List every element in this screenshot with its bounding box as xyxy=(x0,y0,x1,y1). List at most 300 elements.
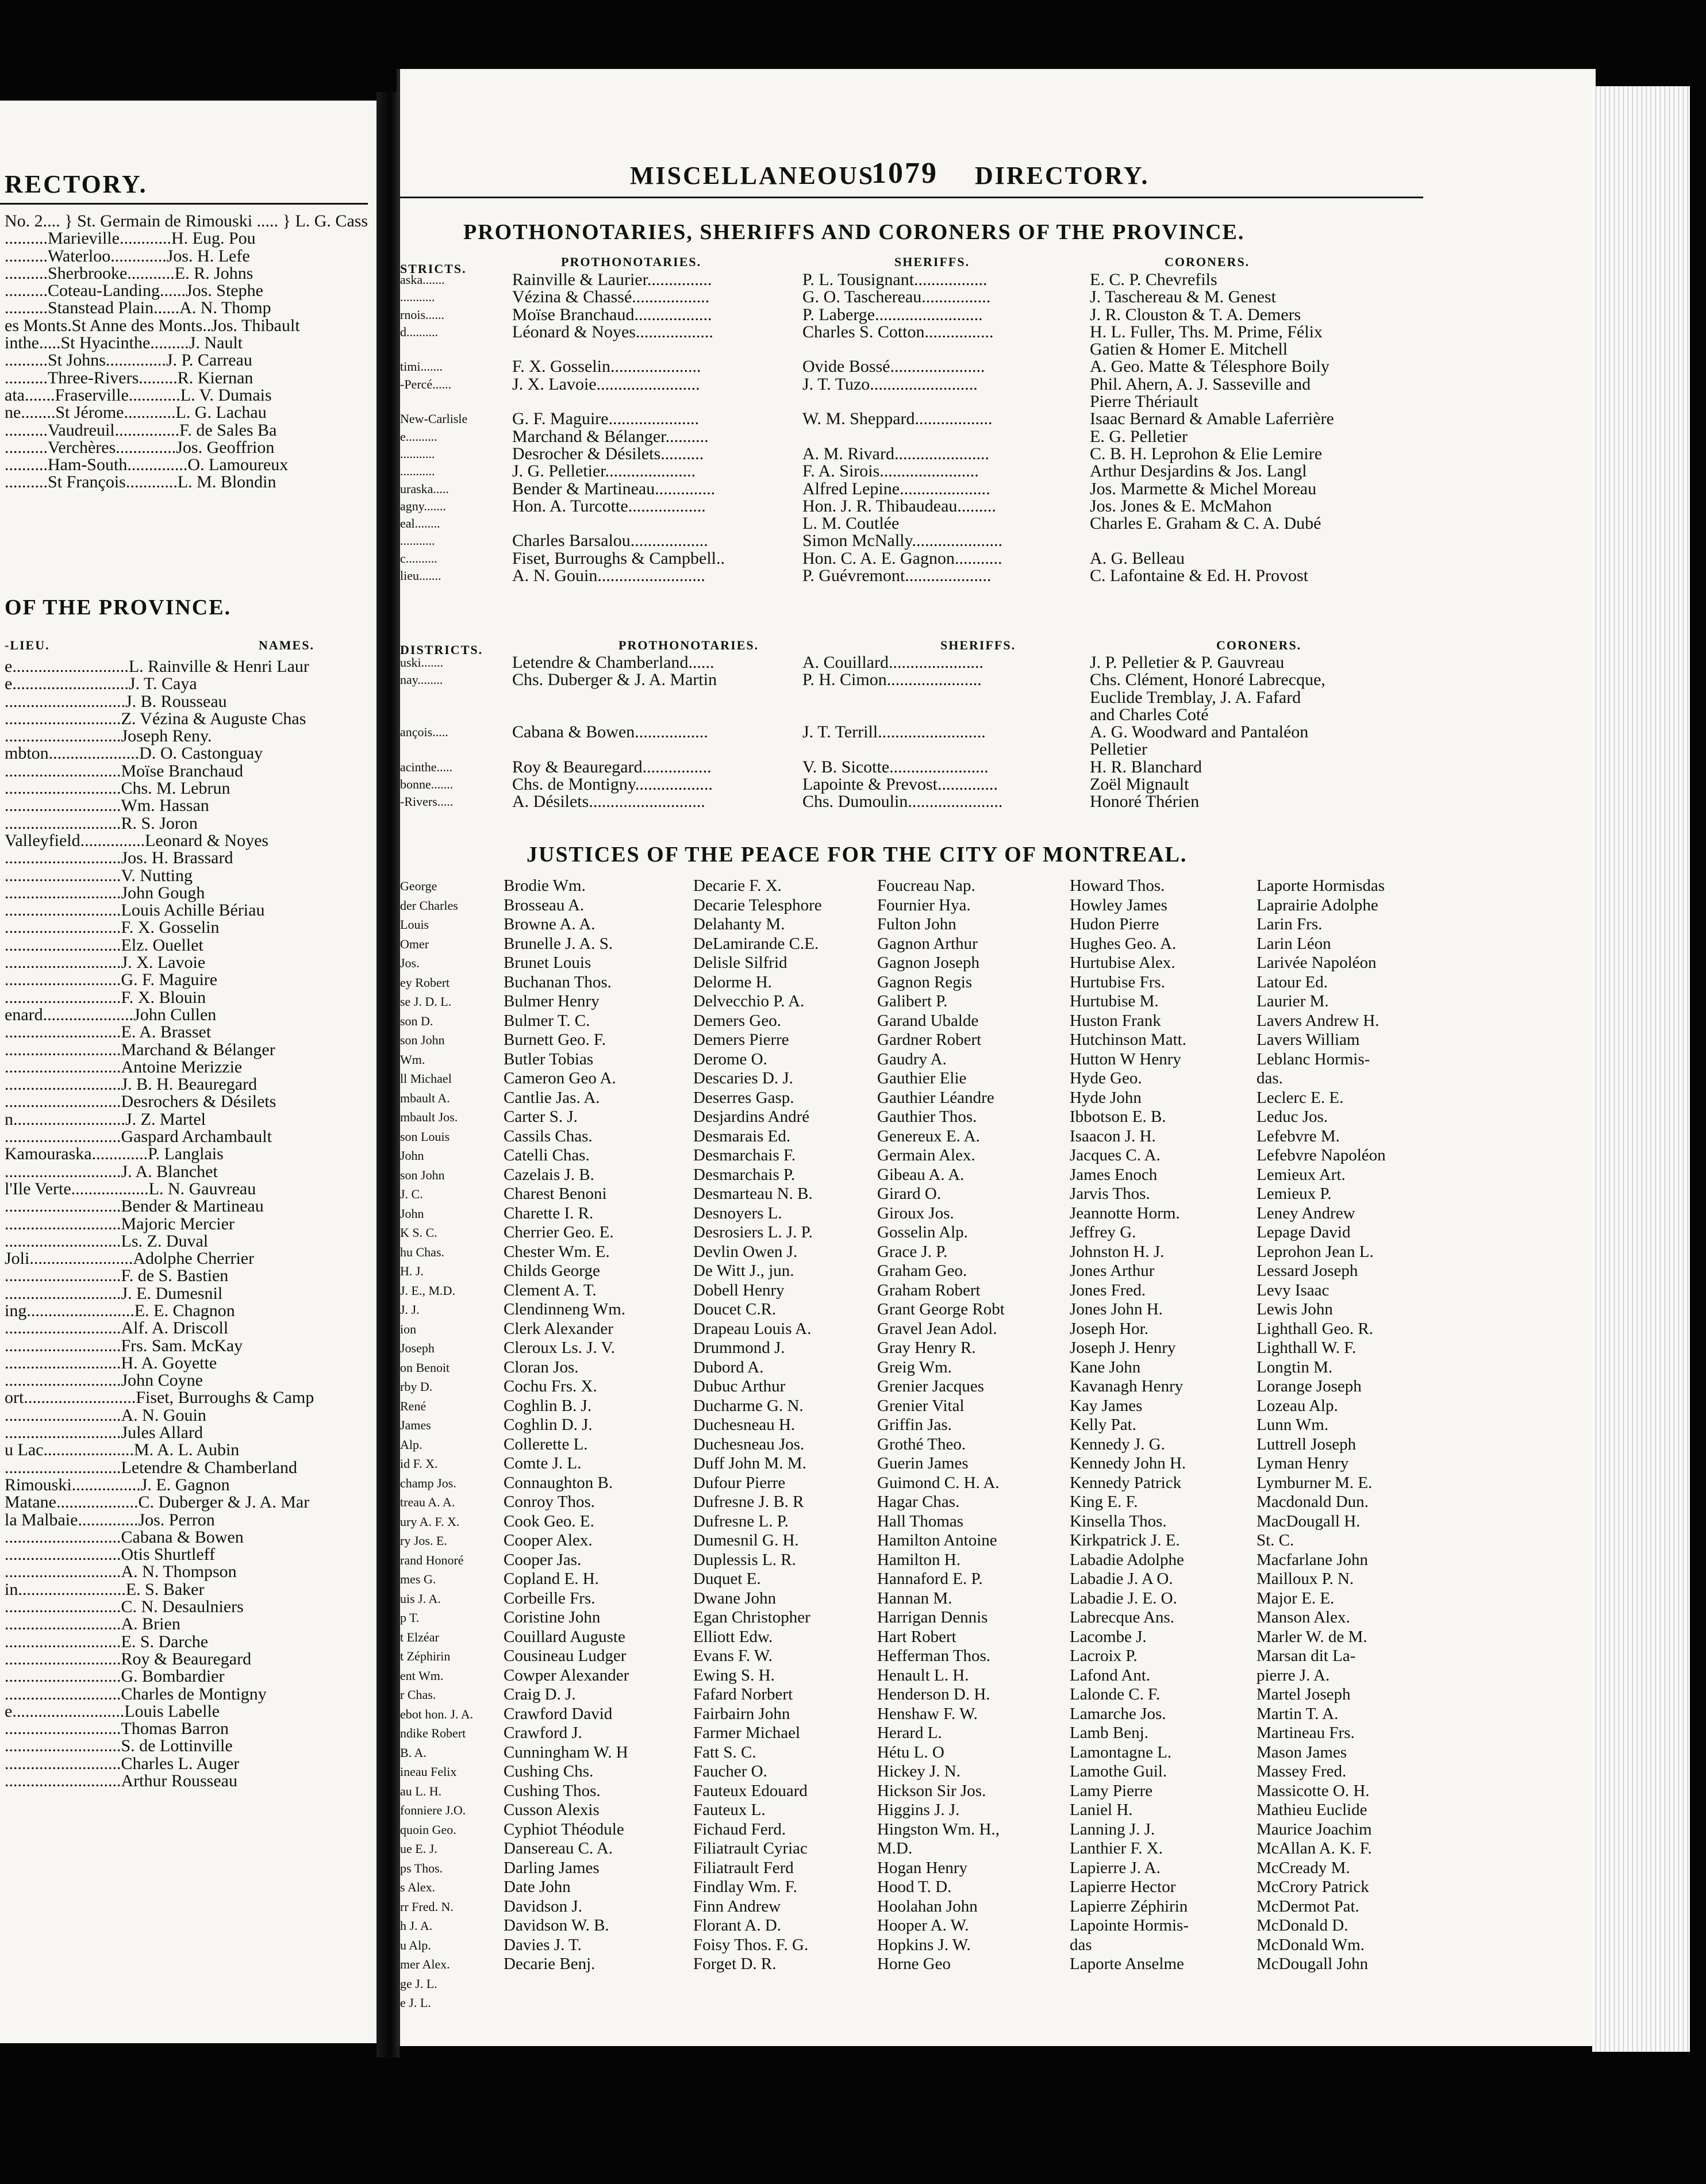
prothonotary-cell: Roy & Beauregard................ xyxy=(512,757,712,776)
justice-name: Lapointe Hormis- xyxy=(1070,1916,1189,1935)
justice-name: Hannan M. xyxy=(877,1589,952,1608)
justice-name: Brodie Wm. xyxy=(504,876,586,895)
justice-name: Desjardins André xyxy=(693,1108,810,1126)
prothonotary-cell: J. X. Lavoie........................ xyxy=(512,374,700,394)
justice-name: Harrigan Dennis xyxy=(877,1608,988,1627)
left-lower-line: ...........................A. N. Thompson xyxy=(5,1562,237,1582)
sheriff-cell: J. T. Terrill......................... xyxy=(802,722,986,742)
left-lower-line: Rimouski................J. E. Gagnon xyxy=(5,1475,230,1494)
prothonotary-cell: Léonard & Noyes.................. xyxy=(512,322,713,341)
justice-name: Henault L. H. xyxy=(877,1666,969,1685)
justice-name: Cochu Frs. X. xyxy=(504,1377,597,1395)
prothonotary-cell: Vézina & Chassé.................. xyxy=(512,287,710,307)
justice-name: Grenier Jacques xyxy=(877,1377,984,1395)
district-cell: agny....... xyxy=(400,498,446,513)
prothonotary-cell: Cabana & Bowen................. xyxy=(512,722,708,742)
justice-name: Fatt S. C. xyxy=(693,1743,756,1762)
justice-name: ndike Robert xyxy=(400,1726,466,1740)
justice-name: Hogan Henry xyxy=(877,1858,968,1877)
justice-name: Gauthier Elie xyxy=(877,1069,967,1087)
justice-name: Joseph Hor. xyxy=(1070,1319,1148,1338)
justice-name: Fulton John xyxy=(877,915,956,933)
justice-name: Carter S. J. xyxy=(504,1108,578,1126)
justice-name: Hudon Pierre xyxy=(1070,915,1159,933)
left-upper-line: ..........Stanstead Plain......A. N. Thomp xyxy=(5,298,271,318)
justice-name: Cleroux Ls. J. V. xyxy=(504,1339,615,1357)
left-lower-line: ...........................Elz. Ouellet xyxy=(5,935,203,955)
district-cell: bonne....... xyxy=(400,777,454,792)
justice-name: Gagnon Regis xyxy=(877,972,973,991)
prothonotary-cell: J. G. Pelletier..................... xyxy=(512,462,696,481)
prothonotary-cell: Rainville & Laurier............... xyxy=(512,270,712,289)
justice-name: Burnett Geo. F. xyxy=(504,1031,606,1049)
justice-name: Lefebvre Napoléon xyxy=(1257,1146,1386,1164)
justice-name: Latour Ed. xyxy=(1257,972,1328,991)
justice-name: Grant George Robt xyxy=(877,1300,1005,1318)
coroner-cell: Arthur Desjardins & Jos. Langl xyxy=(1090,462,1307,481)
page-edges xyxy=(1592,86,1690,2052)
justice-name: son Louis xyxy=(400,1129,450,1144)
officers-row xyxy=(400,341,1412,358)
justice-name: McDonald D. xyxy=(1257,1916,1348,1935)
left-lower-line: l'Ile Verte..................L. N. Gauvreau xyxy=(5,1179,256,1198)
justice-name: Isaacon J. H. xyxy=(1070,1126,1156,1145)
district-cell: -Rivers..... xyxy=(400,794,454,809)
justice-name: Marsan dit La- xyxy=(1257,1647,1356,1665)
justice-name: Higgins J. J. xyxy=(877,1801,960,1819)
justice-name: Cassils Chas. xyxy=(504,1126,593,1145)
left-lower-line: n..........................J. Z. Martel xyxy=(5,1109,206,1129)
justice-name: Jarvis Thos. xyxy=(1070,1185,1150,1203)
district-cell: ........... xyxy=(400,464,435,479)
left-lower-line: ...........................Alf. A. Driscoll xyxy=(5,1318,229,1338)
left-lower-line: ...........................C. N. Desaulniers xyxy=(5,1597,244,1617)
justice-name: das xyxy=(1070,1935,1092,1954)
justice-name: Brosseau A. xyxy=(504,895,585,914)
justice-name: uis J. A. xyxy=(400,1591,441,1606)
justice-name: Hickson Sir Jos. xyxy=(877,1781,986,1800)
justice-name: Kennedy John H. xyxy=(1070,1454,1186,1472)
justice-name: Lighthall Geo. R. xyxy=(1257,1319,1373,1338)
left-lower-line: ...........................Jules Allard xyxy=(5,1423,203,1443)
left-section-title: OF THE PROVINCE. xyxy=(5,595,232,620)
justice-name: Delahanty M. xyxy=(693,915,785,933)
justice-name: Larin Léon xyxy=(1257,934,1331,953)
justice-name: Duplessis L. R. xyxy=(693,1550,796,1569)
justice-name: Lemieux Art. xyxy=(1257,1165,1346,1184)
justice-name: ey Robert xyxy=(400,975,450,990)
left-lower-line: ...........................H. A. Goyette xyxy=(5,1353,217,1372)
justice-name: Lapierre Hector xyxy=(1070,1878,1176,1896)
justice-name: Brunet Louis xyxy=(504,953,591,972)
prothonotary-cell: Marchand & Bélanger.......... xyxy=(512,426,709,446)
left-upper-line: ..........Vaudreuil...............F. de Sales Ba xyxy=(5,420,277,440)
justice-name: Mason James xyxy=(1257,1743,1347,1762)
justice-name: McAllan A. K. F. xyxy=(1257,1839,1372,1858)
justice-name: Hamilton H. xyxy=(877,1550,960,1569)
justice-name: Manson Alex. xyxy=(1257,1608,1350,1627)
justice-name: rand Honoré xyxy=(400,1552,464,1567)
sheriff-cell: Hon. C. A. E. Gagnon........... xyxy=(802,548,1002,568)
running-head-right: DIRECTORY. xyxy=(975,162,1150,190)
justice-name: Fafard Norbert xyxy=(693,1685,793,1704)
justice-name: Drapeau Louis A. xyxy=(693,1319,812,1338)
officers-row xyxy=(400,532,1412,549)
justice-name: H. J. xyxy=(400,1264,424,1278)
justice-name: McCrory Patrick xyxy=(1257,1878,1369,1896)
justice-name: Louis xyxy=(400,917,429,932)
justice-name: Hyde John xyxy=(1070,1088,1142,1107)
coroner-cell: Jos. Jones & E. McMahon xyxy=(1090,496,1272,516)
justice-name: Duchesneau H. xyxy=(693,1416,796,1434)
justice-name: Hamilton Antoine xyxy=(877,1531,997,1549)
officers-row xyxy=(400,724,1412,741)
justice-name: Kay James xyxy=(1070,1396,1143,1415)
justice-name: Joseph J. Henry xyxy=(1070,1339,1176,1357)
justice-name: pierre J. A. xyxy=(1257,1666,1330,1685)
justice-name: Jos. xyxy=(400,956,420,970)
officers-row xyxy=(400,498,1412,515)
left-lower-line: ...........................J. A. Blanchet xyxy=(5,1162,218,1181)
left-upper-line: No. 2.... } St. Germain de Rimouski ..... } L. G. Cass xyxy=(5,212,368,230)
justice-name: Filiatrault Ferd xyxy=(693,1858,794,1877)
justice-name: Lemieux P. xyxy=(1257,1185,1332,1203)
officers-row xyxy=(400,515,1412,532)
coroner-cell: H. R. Blanchard xyxy=(1090,757,1202,776)
justice-name: Ibbotson E. B. xyxy=(1070,1108,1166,1126)
justice-name: Kavanagh Henry xyxy=(1070,1377,1184,1395)
sheriff-cell: P. Guévremont.................... xyxy=(802,566,992,586)
sheriff-cell: Lapointe & Prevost.............. xyxy=(802,775,998,794)
justice-name: M.D. xyxy=(877,1839,913,1858)
justice-name: Henshaw F. W. xyxy=(877,1704,978,1723)
justice-name: Joseph xyxy=(400,1341,435,1355)
justice-name: Leclerc E. E. xyxy=(1257,1088,1344,1107)
left-lower-line: ...........................F. X. Blouin xyxy=(5,987,206,1007)
justice-name: McDougall John xyxy=(1257,1955,1369,1973)
left-running-head: RECTORY. xyxy=(5,170,148,198)
justice-name: Mailloux P. N. xyxy=(1257,1570,1354,1588)
district-cell: d.......... xyxy=(400,324,438,339)
justice-name: der Charles xyxy=(400,898,458,913)
officers-row xyxy=(400,706,1412,724)
left-lower-line: ...........................F. de S. Bastien xyxy=(5,1266,229,1286)
justice-name: Labadie J. E. O. xyxy=(1070,1589,1177,1608)
justice-name: Grace J. P. xyxy=(877,1242,948,1261)
prothonotary-cell: Hon. A. Turcotte.................. xyxy=(512,496,706,516)
district-cell: c.......... xyxy=(400,551,437,566)
justice-name: Garand Ubalde xyxy=(877,1011,979,1030)
justice-name: Coghlin B. J. xyxy=(504,1396,592,1415)
justice-name: Craig D. J. xyxy=(504,1685,576,1704)
left-lower-line: ...........................John Coyne xyxy=(5,1371,203,1390)
justice-name: Hefferman Thos. xyxy=(877,1647,991,1665)
justice-name: Laprairie Adolphe xyxy=(1257,895,1378,914)
justice-name: r Chas. xyxy=(400,1687,436,1702)
sheriff-cell: Charles S. Cotton................ xyxy=(802,322,994,341)
left-lower-line: u Lac.....................M. A. L. Aubin xyxy=(5,1440,240,1460)
left-upper-line: ..........Waterloo.............Jos. H. Lefe xyxy=(5,246,250,266)
officers-row xyxy=(400,776,1412,793)
justice-name: Macdonald Dun. xyxy=(1257,1493,1369,1511)
justice-name: Doucet C.R. xyxy=(693,1300,777,1318)
justice-name: Lacroix P. xyxy=(1070,1647,1138,1665)
justices-column-1 xyxy=(504,876,629,1974)
officers-row xyxy=(400,759,1412,776)
justices-column-4 xyxy=(1070,876,1189,1974)
coroner-cell: Chs. Clément, Honoré Labrecque, xyxy=(1090,670,1325,690)
left-upper-line: ..........Ham-South..............O. Lamoureux xyxy=(5,455,289,475)
justice-name: Gosselin Alp. xyxy=(877,1223,968,1241)
justice-name: Laporte Anselme xyxy=(1070,1955,1184,1973)
justice-name: Kane John xyxy=(1070,1358,1141,1376)
coroner-cell: H. L. Fuller, Ths. M. Prime, Félix xyxy=(1090,322,1323,341)
coroner-cell: Gatien & Homer E. Mitchell xyxy=(1090,340,1288,359)
officers-row xyxy=(400,393,1412,410)
left-lower-line: e...........................L. Rainville & Henri Laur xyxy=(5,657,309,676)
justice-name: Cyphiot Théodule xyxy=(504,1820,624,1839)
justices-column-0 xyxy=(400,876,486,2013)
districts-colhead-2: DISTRICTS. xyxy=(400,643,483,657)
justice-name: Duchesneau Jos. xyxy=(693,1435,805,1454)
justice-name: au L. H. xyxy=(400,1783,442,1798)
justice-name: Cazelais J. B. xyxy=(504,1165,594,1184)
justice-name: Brunelle J. A. S. xyxy=(504,934,613,953)
justice-name: son D. xyxy=(400,1013,433,1028)
left-lower-line: ...........................Antoine Merizzie xyxy=(5,1057,243,1076)
justice-name: on Benoit xyxy=(400,1360,450,1375)
justice-name: St. C. xyxy=(1257,1531,1294,1549)
justice-name: Lavers William xyxy=(1257,1031,1360,1049)
sheriff-cell: L. M. Coutlée xyxy=(802,514,900,533)
prothonotary-cell: Chs. de Montigny.................. xyxy=(512,775,713,794)
justice-name: Horne Geo xyxy=(877,1955,951,1973)
justice-name: Elliott Edw. xyxy=(693,1627,773,1646)
justice-name: Farmer Michael xyxy=(693,1724,801,1742)
left-lower-line: ...........................Gaspard Archambault xyxy=(5,1127,272,1147)
officers-table-1 xyxy=(400,271,1412,585)
justice-name: Delisle Silfrid xyxy=(693,953,787,972)
justice-name: René xyxy=(400,1398,427,1413)
justice-name: Labadie Adolphe xyxy=(1070,1550,1184,1569)
coroner-cell: Pelletier xyxy=(1090,740,1147,759)
justice-name: Laniel H. xyxy=(1070,1801,1133,1819)
prothonotaries-colhead: PROTHONOTARIES. xyxy=(561,255,702,269)
header-rule xyxy=(400,197,1423,198)
justice-name: Gaudry A. xyxy=(877,1049,947,1068)
sheriff-cell: Simon McNally..................... xyxy=(802,531,1003,551)
justice-name: Coghlin D. J. xyxy=(504,1416,593,1434)
justice-name: Macfarlane John xyxy=(1257,1550,1369,1569)
sheriff-cell: J. T. Tuzo......................... xyxy=(802,374,978,394)
left-lower-line: ...........................Otis Shurtleff xyxy=(5,1545,216,1564)
left-upper-line: ..........Coteau-Landing......Jos. Stephe xyxy=(5,281,263,301)
left-upper-line: ..........St François............L. M. Blondin xyxy=(5,472,276,492)
coroner-cell: Euclide Tremblay, J. A. Fafard xyxy=(1090,687,1301,707)
prothonotary-cell: F. X. Gosselin..................... xyxy=(512,357,701,376)
justice-name: ebot hon. J. A. xyxy=(400,1706,474,1721)
justice-name: Hart Robert xyxy=(877,1627,956,1646)
justice-name: Hagar Chas. xyxy=(877,1493,960,1511)
justice-name: Hopkins J. W. xyxy=(877,1935,971,1954)
left-page xyxy=(0,101,376,2043)
justice-name: Hutchinson Matt. xyxy=(1070,1031,1186,1049)
justice-name: Kirkpatrick J. E. xyxy=(1070,1531,1180,1549)
justice-name: Lewis John xyxy=(1257,1300,1333,1318)
justice-name: Faucher O. xyxy=(693,1762,767,1781)
justice-name: Huston Frank xyxy=(1070,1011,1161,1030)
justice-name: Guerin James xyxy=(877,1454,969,1472)
district-cell: nay........ xyxy=(400,672,443,687)
coroner-cell: Honoré Thérien xyxy=(1090,792,1200,812)
justice-name: Lavers Andrew H. xyxy=(1257,1011,1380,1030)
justice-name: Evans F. W. xyxy=(693,1647,773,1665)
left-lower-line: ...........................A. Brien xyxy=(5,1614,180,1634)
justice-name: ll Michael xyxy=(400,1071,452,1086)
left-lower-line: ...........................Arthur Rousseau xyxy=(5,1771,237,1790)
justice-name: Darling James xyxy=(504,1858,600,1877)
justice-name: Leblanc Hormis- xyxy=(1257,1049,1370,1068)
justice-name: Lessard Joseph xyxy=(1257,1262,1358,1280)
justice-name: Desmarchais F. xyxy=(693,1146,796,1164)
justice-name: Hoolahan John xyxy=(877,1897,978,1916)
left-lower-line: ...........................Roy & Beauregard xyxy=(5,1649,252,1668)
officers-row xyxy=(400,376,1412,393)
justice-name: Kennedy Patrick xyxy=(1070,1473,1182,1492)
justice-name: s Alex. xyxy=(400,1880,436,1894)
coroner-cell: J. R. Clouston & T. A. Demers xyxy=(1090,305,1301,324)
justice-name: John xyxy=(400,1148,424,1163)
justice-name: Childs George xyxy=(504,1262,600,1280)
justice-name: Hurtubise Frs. xyxy=(1070,972,1165,991)
district-cell: eal........ xyxy=(400,516,440,531)
justice-name: Connaughton B. xyxy=(504,1473,613,1492)
justice-name: Coristine John xyxy=(504,1608,601,1627)
coroner-cell: Phil. Ahern, A. J. Sasseville and xyxy=(1090,374,1311,394)
justice-name: Graham Robert xyxy=(877,1281,981,1299)
sheriff-cell: F. A. Sirois....................... xyxy=(802,462,979,481)
left-lower-line: ...........................Marchand & Bélanger xyxy=(5,1040,275,1059)
justice-name: Gauthier Thos. xyxy=(877,1108,977,1126)
justice-name: Hétu L. O xyxy=(877,1743,944,1762)
justice-name: Conroy Thos. xyxy=(504,1493,595,1511)
justice-name: son John xyxy=(400,1033,445,1047)
justice-name: King E. F. xyxy=(1070,1493,1138,1511)
justice-name: Gravel Jean Adol. xyxy=(877,1319,997,1338)
left-lower-line: ...........................R. S. Joron xyxy=(5,813,198,833)
justice-name: Jones John H. xyxy=(1070,1300,1163,1318)
justice-name: Leney Andrew xyxy=(1257,1203,1355,1222)
prothonotary-cell: A. N. Gouin......................... xyxy=(512,566,705,586)
justice-name: Ducharme G. N. xyxy=(693,1396,804,1415)
prothonotary-cell: A. Désilets........................... xyxy=(512,792,705,812)
justice-name: Kelly Pat. xyxy=(1070,1416,1136,1434)
justice-name: h J. A. xyxy=(400,1918,433,1933)
justice-name: Lorange Joseph xyxy=(1257,1377,1362,1395)
justice-name: rr Fred. N. xyxy=(400,1899,454,1914)
justice-name: Jones Arthur xyxy=(1070,1262,1155,1280)
left-lower-line: ...........................S. de Lottinville xyxy=(5,1736,233,1756)
officers-row xyxy=(400,306,1412,324)
justice-name: Howard Thos. xyxy=(1070,876,1165,895)
officers-row xyxy=(400,567,1412,585)
coroner-cell: Pierre Thériault xyxy=(1090,392,1198,412)
justice-name: Florant A. D. xyxy=(693,1916,782,1935)
page-number: 1079 xyxy=(871,157,938,190)
justice-name: Martel Joseph xyxy=(1257,1685,1351,1704)
justice-name: Guimond C. H. A. xyxy=(877,1473,1000,1492)
justice-name: Gagnon Arthur xyxy=(877,934,978,953)
district-cell: uski....... xyxy=(400,655,444,670)
justice-name: Drummond J. xyxy=(693,1339,785,1357)
justice-name: Duquet E. xyxy=(693,1570,761,1588)
district-cell: timi....... xyxy=(400,359,443,374)
justice-name: Cushing Chs. xyxy=(504,1762,594,1781)
justice-name: Alp. xyxy=(400,1437,422,1452)
left-lower-line: e..........................Louis Labelle xyxy=(5,1701,220,1721)
justice-name: Lamy Pierre xyxy=(1070,1781,1153,1800)
left-lower-line: ...........................J. E. Dumesnil xyxy=(5,1283,223,1303)
justice-name: Leprohon Jean L. xyxy=(1257,1242,1374,1261)
left-upper-line: es Monts.St Anne des Monts..Jos. Thibault xyxy=(5,316,300,335)
justice-name: Cousineau Ludger xyxy=(504,1647,627,1665)
coroner-cell: and Charles Coté xyxy=(1090,705,1209,724)
sheriff-cell: P. H. Cimon...................... xyxy=(802,670,982,690)
justice-name: Henderson D. H. xyxy=(877,1685,990,1704)
justice-name: Jeannotte Horm. xyxy=(1070,1203,1180,1222)
justice-name: Wm. xyxy=(400,1052,425,1067)
coroners-colhead-2: CORONERS. xyxy=(1216,638,1302,652)
justice-name: Longtin M. xyxy=(1257,1358,1333,1376)
right-page xyxy=(397,69,1596,2046)
justice-name: Lanthier F. X. xyxy=(1070,1839,1163,1858)
justice-name: Filiatrault Cyriac xyxy=(693,1839,808,1858)
justice-name: Desmarteau N. B. xyxy=(693,1185,813,1203)
sheriff-cell: Alfred Lepine..................... xyxy=(802,479,990,498)
justice-name: t Elzéar xyxy=(400,1629,439,1644)
left-header-rule xyxy=(0,203,368,205)
justice-name: Hickey J. N. xyxy=(877,1762,960,1781)
justice-name: u Alp. xyxy=(400,1937,431,1952)
coroner-cell: A. Geo. Matte & Télesphore Boily xyxy=(1090,357,1330,376)
justice-name: quoin Geo. xyxy=(400,1822,456,1837)
left-lower-line: la Malbaie..............Jos. Perron xyxy=(5,1510,215,1529)
officers-row xyxy=(400,793,1412,810)
coroner-cell: J. Taschereau & M. Genest xyxy=(1090,287,1276,307)
left-lower-line: enard.....................John Cullen xyxy=(5,1005,217,1024)
sheriff-cell: P. Laberge......................... xyxy=(802,305,983,324)
left-lower-line: ...........................G. F. Maguire xyxy=(5,970,218,990)
justice-name: Griffin Jas. xyxy=(877,1416,952,1434)
justice-name: Dwane John xyxy=(693,1589,777,1608)
officers-row xyxy=(400,550,1412,567)
justice-name: Catelli Chas. xyxy=(504,1146,590,1164)
justice-name: Crawford David xyxy=(504,1704,613,1723)
justice-name: J. C. xyxy=(400,1187,423,1201)
justice-name: Findlay Wm. F. xyxy=(693,1878,797,1896)
left-lower-line: ...........................Majoric Mercier xyxy=(5,1214,235,1233)
justice-name: Dubord A. xyxy=(693,1358,764,1376)
justice-name: Omer xyxy=(400,936,429,951)
justice-name: De Witt J., jun. xyxy=(693,1262,794,1280)
justice-name: Collerette L. xyxy=(504,1435,588,1454)
justice-name: Fauteux Edouard xyxy=(693,1781,808,1800)
justices-column-5 xyxy=(1257,876,1386,1974)
officers-row xyxy=(400,689,1412,706)
district-cell: lieu....... xyxy=(400,568,441,583)
justice-name: id F. X. xyxy=(400,1456,438,1471)
districts-colhead: STRICTS. xyxy=(400,262,467,276)
